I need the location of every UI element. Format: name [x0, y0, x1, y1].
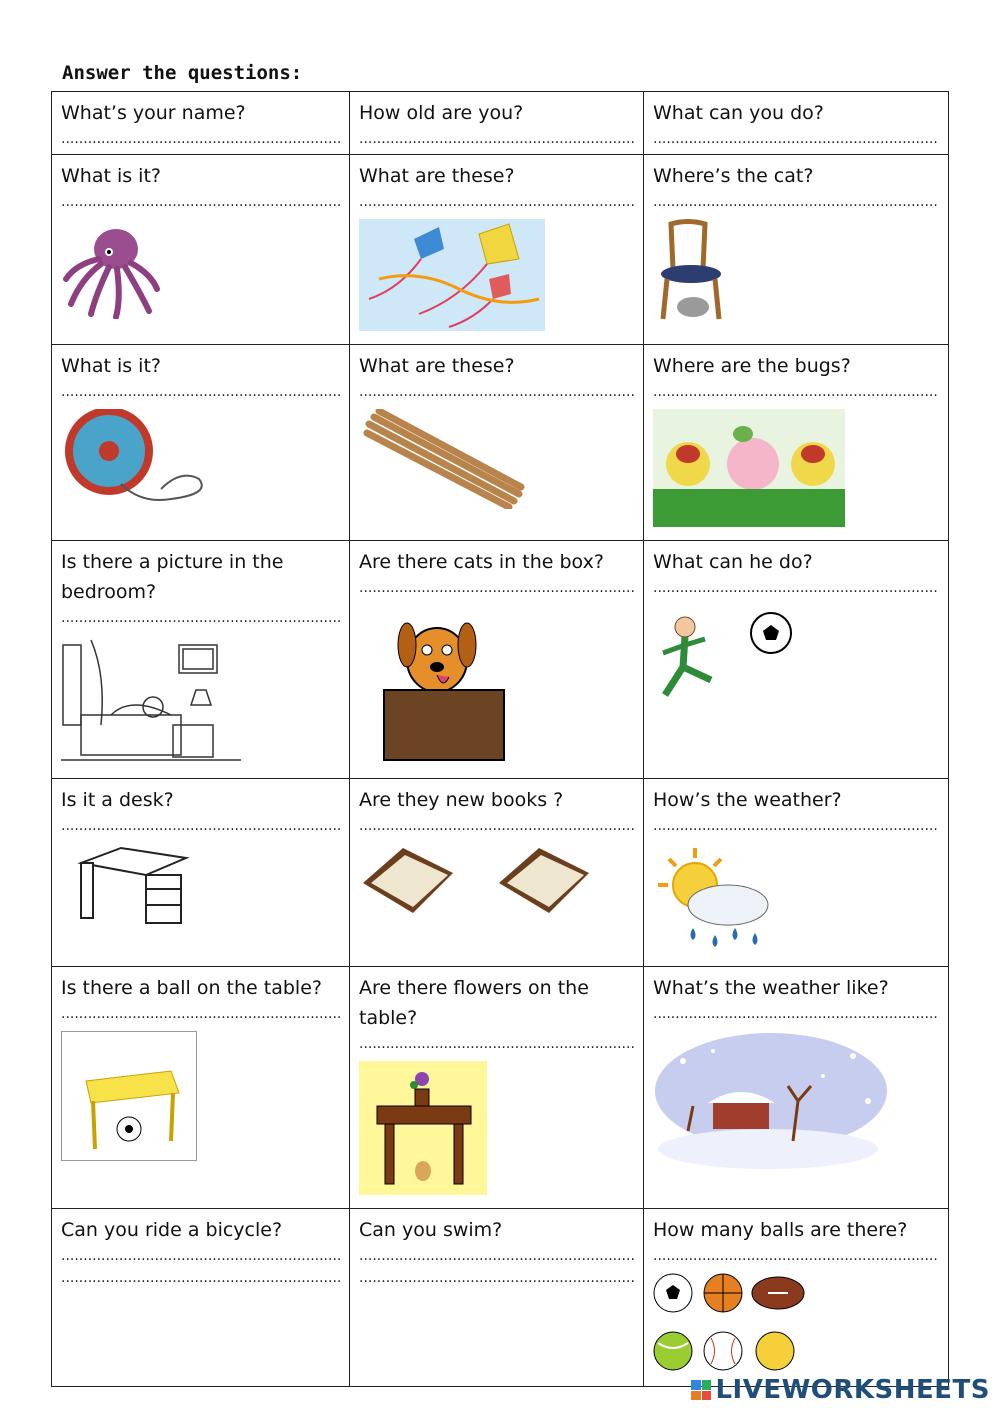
answer-line[interactable] [359, 128, 634, 150]
logo-text: LIVEWORKSHEETS [715, 1375, 990, 1405]
question-text: Is there a ball on the table? [61, 977, 322, 999]
answer-line[interactable] [61, 1245, 340, 1267]
question-cell [350, 1209, 644, 1387]
desk-line-drawing [61, 843, 191, 933]
answer-line[interactable] [359, 577, 634, 599]
octopus-illustration [61, 219, 161, 319]
sun-and-rain-cloud-icon [653, 843, 773, 953]
answer-line[interactable] [359, 1033, 634, 1055]
answer-line[interactable] [61, 1003, 340, 1025]
question-cell [52, 779, 350, 967]
answer-line[interactable] [61, 1267, 340, 1289]
answer-line[interactable] [359, 815, 634, 837]
question-text: How many balls are there? [653, 1219, 908, 1241]
question-cell [52, 155, 350, 345]
answer-line[interactable] [359, 1245, 634, 1267]
question-text: Can you swim? [359, 1219, 503, 1241]
answer-line[interactable] [61, 815, 340, 837]
question-cell [644, 155, 949, 345]
question-text: Where’s the cat? [653, 165, 814, 187]
question-cell [52, 1209, 350, 1387]
bugs-on-flowers-illustration [653, 409, 845, 527]
question-text: What can you do? [653, 102, 824, 124]
open-books-illustration [359, 843, 619, 923]
baseball-bats-illustration [359, 409, 529, 509]
answer-line[interactable] [359, 1267, 634, 1289]
question-cell [644, 967, 949, 1209]
answer-line[interactable] [61, 128, 340, 150]
answer-line[interactable] [653, 1245, 939, 1267]
worksheet-heading: Answer the questions: [62, 62, 303, 84]
question-text: Are they new books ? [359, 789, 564, 811]
question-text: What are these? [359, 165, 515, 187]
question-text: What is it? [61, 355, 161, 377]
bedroom-line-drawing [61, 635, 241, 765]
question-cell [644, 779, 949, 967]
question-cell [350, 541, 644, 779]
snowy-house-illustration [653, 1031, 893, 1169]
question-text: What’s your name? [61, 102, 246, 124]
table-with-flowers-illustration [359, 1061, 487, 1195]
question-text: What are these? [359, 355, 515, 377]
question-cell [350, 92, 644, 155]
answer-line[interactable] [61, 191, 340, 213]
liveworksheets-logo [691, 1375, 990, 1405]
answer-line[interactable] [653, 815, 939, 837]
questions-table [51, 91, 949, 1387]
question-text: What can he do? [653, 551, 813, 573]
question-text: What’s the weather like? [653, 977, 889, 999]
question-cell [52, 541, 350, 779]
question-cell [644, 92, 949, 155]
answer-line[interactable] [653, 1003, 939, 1025]
answer-line[interactable] [359, 191, 634, 213]
question-text: Can you ride a bicycle? [61, 1219, 283, 1241]
question-text: Is there a picture in the bedroom? [61, 551, 284, 603]
question-text: Are there cats in the box? [359, 551, 604, 573]
kites-illustration [359, 219, 545, 331]
question-cell [350, 779, 644, 967]
question-cell [644, 345, 949, 541]
answer-line[interactable] [653, 577, 939, 599]
question-text: How old are you? [359, 102, 524, 124]
answer-line[interactable] [61, 381, 340, 403]
question-text: Where are the bugs? [653, 355, 851, 377]
answer-line[interactable] [653, 128, 939, 150]
question-text: How’s the weather? [653, 789, 842, 811]
yoyo-illustration [61, 409, 211, 505]
dog-in-box-illustration [359, 605, 519, 765]
question-text: Is it a desk? [61, 789, 174, 811]
question-cell [644, 1209, 949, 1387]
question-text: Are there flowers on the table? [359, 977, 589, 1029]
question-text: What is it? [61, 165, 161, 187]
logo-mark-icon [691, 1380, 711, 1400]
question-cell [644, 541, 949, 779]
answer-line[interactable] [653, 191, 939, 213]
six-sports-balls-illustration [653, 1273, 813, 1373]
answer-line[interactable] [359, 381, 634, 403]
question-cell [350, 967, 644, 1209]
question-cell [52, 92, 350, 155]
answer-line[interactable] [653, 381, 939, 403]
cat-under-chair-illustration [653, 219, 733, 325]
question-cell [350, 345, 644, 541]
question-cell [52, 345, 350, 541]
question-cell [350, 155, 644, 345]
table-with-ball-illustration [61, 1031, 197, 1161]
question-cell [52, 967, 350, 1209]
answer-line[interactable] [61, 607, 340, 629]
boy-kicking-ball-illustration [653, 605, 813, 725]
